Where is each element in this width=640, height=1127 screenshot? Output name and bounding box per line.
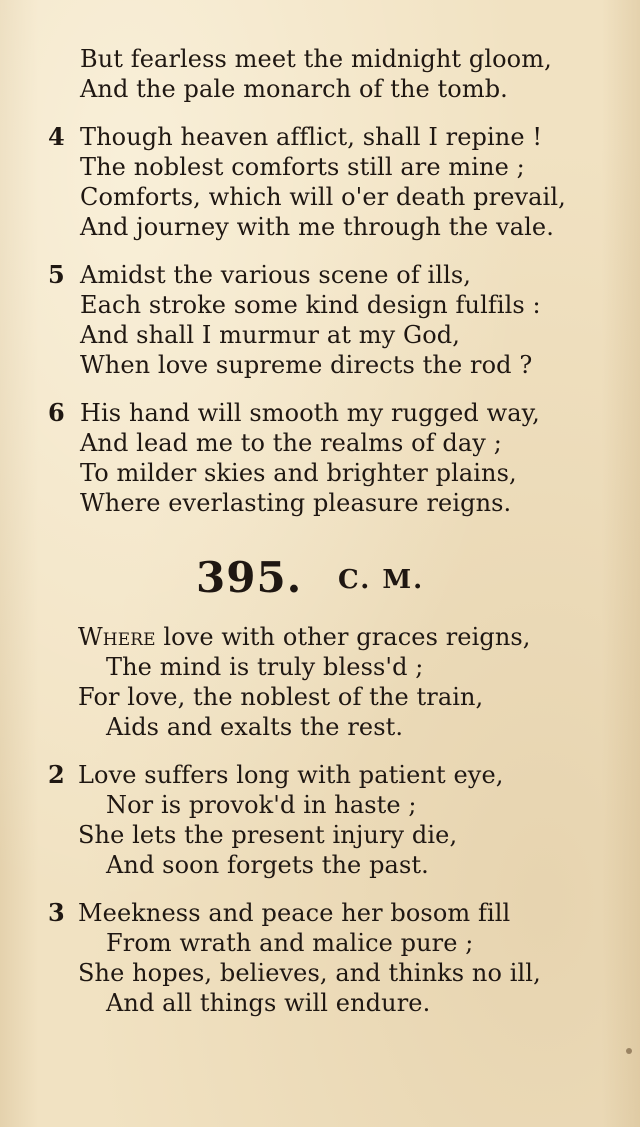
verse-line: Meekness and peace her bosom fill <box>78 899 511 927</box>
hymn-meter: C. M. <box>338 565 425 595</box>
stanza-number: 4 <box>48 122 65 151</box>
stanza-number: 3 <box>48 898 65 927</box>
hymn-header <box>0 552 640 608</box>
verse-line: Aids and exalts the rest. <box>106 713 404 741</box>
verse-line: And lead me to the realms of day ; <box>80 429 502 457</box>
verse-line: Nor is provok'd in haste ; <box>106 791 417 819</box>
stanza-number: 5 <box>48 260 65 289</box>
verse-line: And the pale monarch of the tomb. <box>80 75 508 103</box>
verse-line: She hopes, believes, and thinks no ill, <box>78 959 541 987</box>
stanza-number: 6 <box>48 398 65 427</box>
verse-line: Love suffers long with patient eye, <box>78 761 504 789</box>
verse-line: His hand will smooth my rugged way, <box>80 399 540 427</box>
verse-line: To milder skies and brighter plains, <box>80 459 517 487</box>
verse-line: When love supreme directs the rod ? <box>80 351 533 379</box>
verse-line: The noblest comforts still are mine ; <box>80 153 525 181</box>
verse-line: And shall I murmur at my God, <box>80 321 460 349</box>
first-line-rest: love with other graces reigns, <box>155 623 531 651</box>
verse-line: Each stroke some kind design fulfils : <box>80 291 541 319</box>
verse-line: Amidst the various scene of ills, <box>80 261 472 289</box>
verse-line: But fearless meet the midnight gloom, <box>80 45 552 73</box>
paper-speck <box>626 1048 632 1054</box>
verse-line: And journey with me through the vale. <box>80 213 554 241</box>
verse-line: The mind is truly bless'd ; <box>106 653 424 681</box>
stanza-number: 2 <box>48 760 65 789</box>
verse-line: Where everlasting pleasure reigns. <box>80 489 512 517</box>
verse-line: And all things will endure. <box>106 989 431 1017</box>
verse-line: Comforts, which will o'er death prevail, <box>80 183 566 211</box>
verse-line: From wrath and malice pure ; <box>106 929 474 957</box>
verse-line: Though heaven afflict, shall I repine ! <box>80 123 543 151</box>
verse-line: And soon forgets the past. <box>106 851 429 879</box>
hymn-number: 395. <box>196 553 303 602</box>
verse-line: She lets the present injury die, <box>78 821 458 849</box>
verse-line: For love, the noblest of the train, <box>78 683 484 711</box>
verse-line <box>78 622 531 652</box>
first-word: Where <box>78 623 156 651</box>
